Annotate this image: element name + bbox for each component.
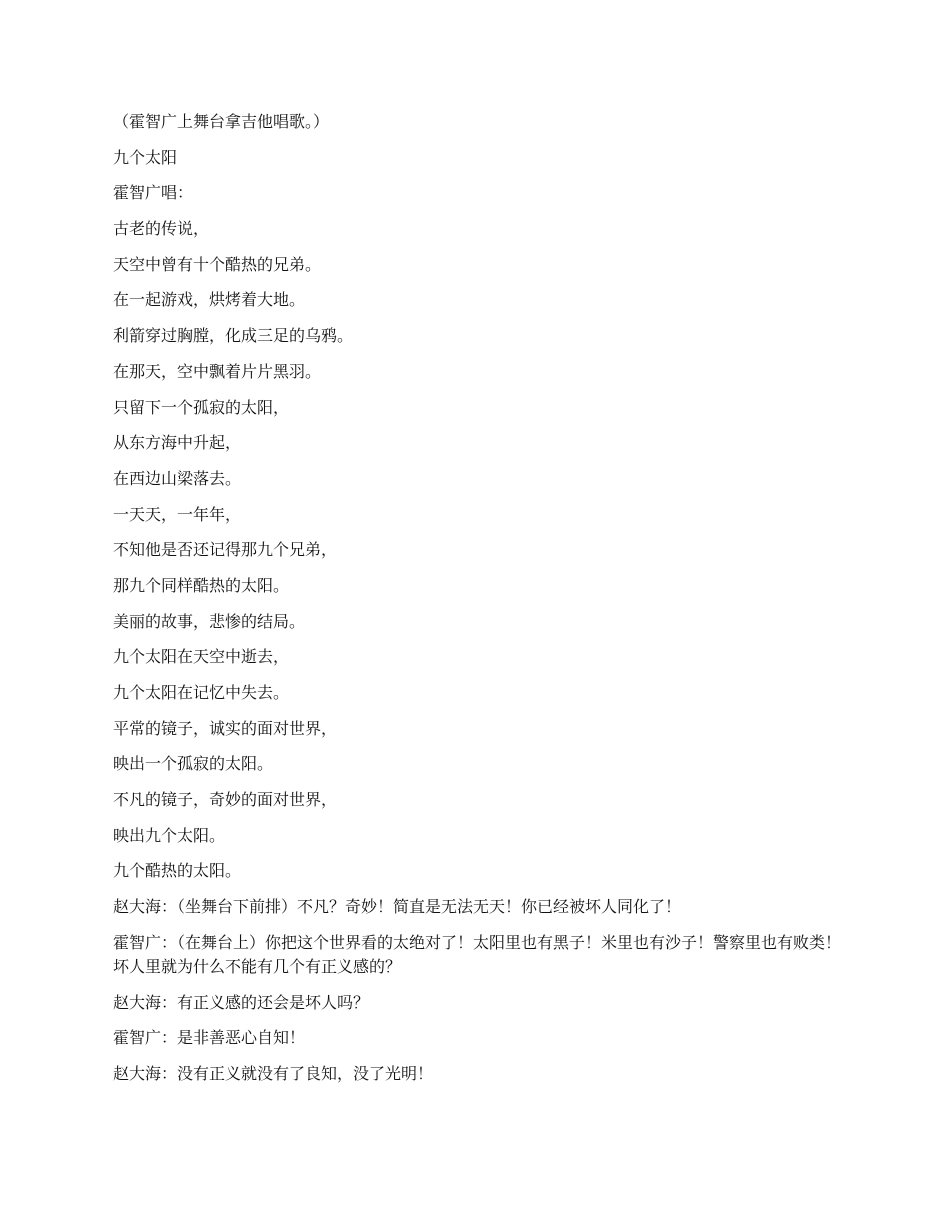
lyric-line: 九个太阳在记忆中失去。 — [113, 683, 290, 702]
dialogue-line: 霍智广：是非善恶心自知！ — [113, 1028, 306, 1048]
lyric-line: 美丽的故事，悲惨的结局。 — [113, 611, 306, 631]
lyric-line: 天空中曾有十个酷热的兄弟。 — [113, 254, 322, 274]
lyric-line: 只留下一个孤寂的太阳， — [113, 397, 290, 417]
lyric-line: 在西边山梁落去。 — [113, 468, 242, 488]
document-body — [113, 110, 843, 1098]
lyric-line: 从东方海中升起， — [113, 433, 242, 453]
lyric-line: 利箭穿过胸膛，化成三足的乌鸦。 — [113, 326, 354, 346]
lyric-line: 不知他是否还记得那九个兄弟， — [113, 540, 338, 560]
lyric-line: 九个酷热的太阳。 — [113, 861, 242, 881]
lyric-line: 在那天，空中飘着片片黑羽。 — [113, 361, 322, 381]
speaker-line: 霍智广唱： — [113, 183, 194, 203]
lyric-line: 不凡的镜子，奇妙的面对世界， — [113, 790, 338, 810]
dialogue-line: 赵大海：（坐舞台下前排）不凡？奇妙！简直是无法无天！你已经被坏人同化了！ — [113, 897, 682, 917]
lyric-line: 映出九个太阳。 — [113, 825, 226, 845]
lyric-line: 一天天，一年年， — [113, 504, 242, 524]
lyric-line: 平常的镜子，诚实的面对世界， — [113, 718, 338, 738]
song-title: 九个太阳 — [113, 147, 178, 167]
lyric-line: 在一起游戏，烘烤着大地。 — [113, 290, 306, 310]
dialogue-line: 赵大海：没有正义就没有了良知，没了光明！ — [113, 1063, 434, 1083]
lyric-line: 古老的传说， — [113, 219, 210, 239]
dialogue-line: 霍智广：（在舞台上）你把这个世界看的太绝对了！太阳里也有黑子！米里也有沙子！警察里也有败类！坏人里就为什么不能有几个有正义感的？ — [113, 932, 842, 976]
dialogue-line: 赵大海：有正义感的还会是坏人吗？ — [113, 992, 370, 1012]
lyric-line: 映出一个孤寂的太阳。 — [113, 754, 274, 774]
lyric-line: 九个太阳在天空中逝去， — [113, 647, 290, 667]
lyric-line: 那九个同样酷热的太阳。 — [113, 575, 290, 595]
stage-direction: （霍智广上舞台拿吉他唱歌。） — [113, 112, 330, 131]
